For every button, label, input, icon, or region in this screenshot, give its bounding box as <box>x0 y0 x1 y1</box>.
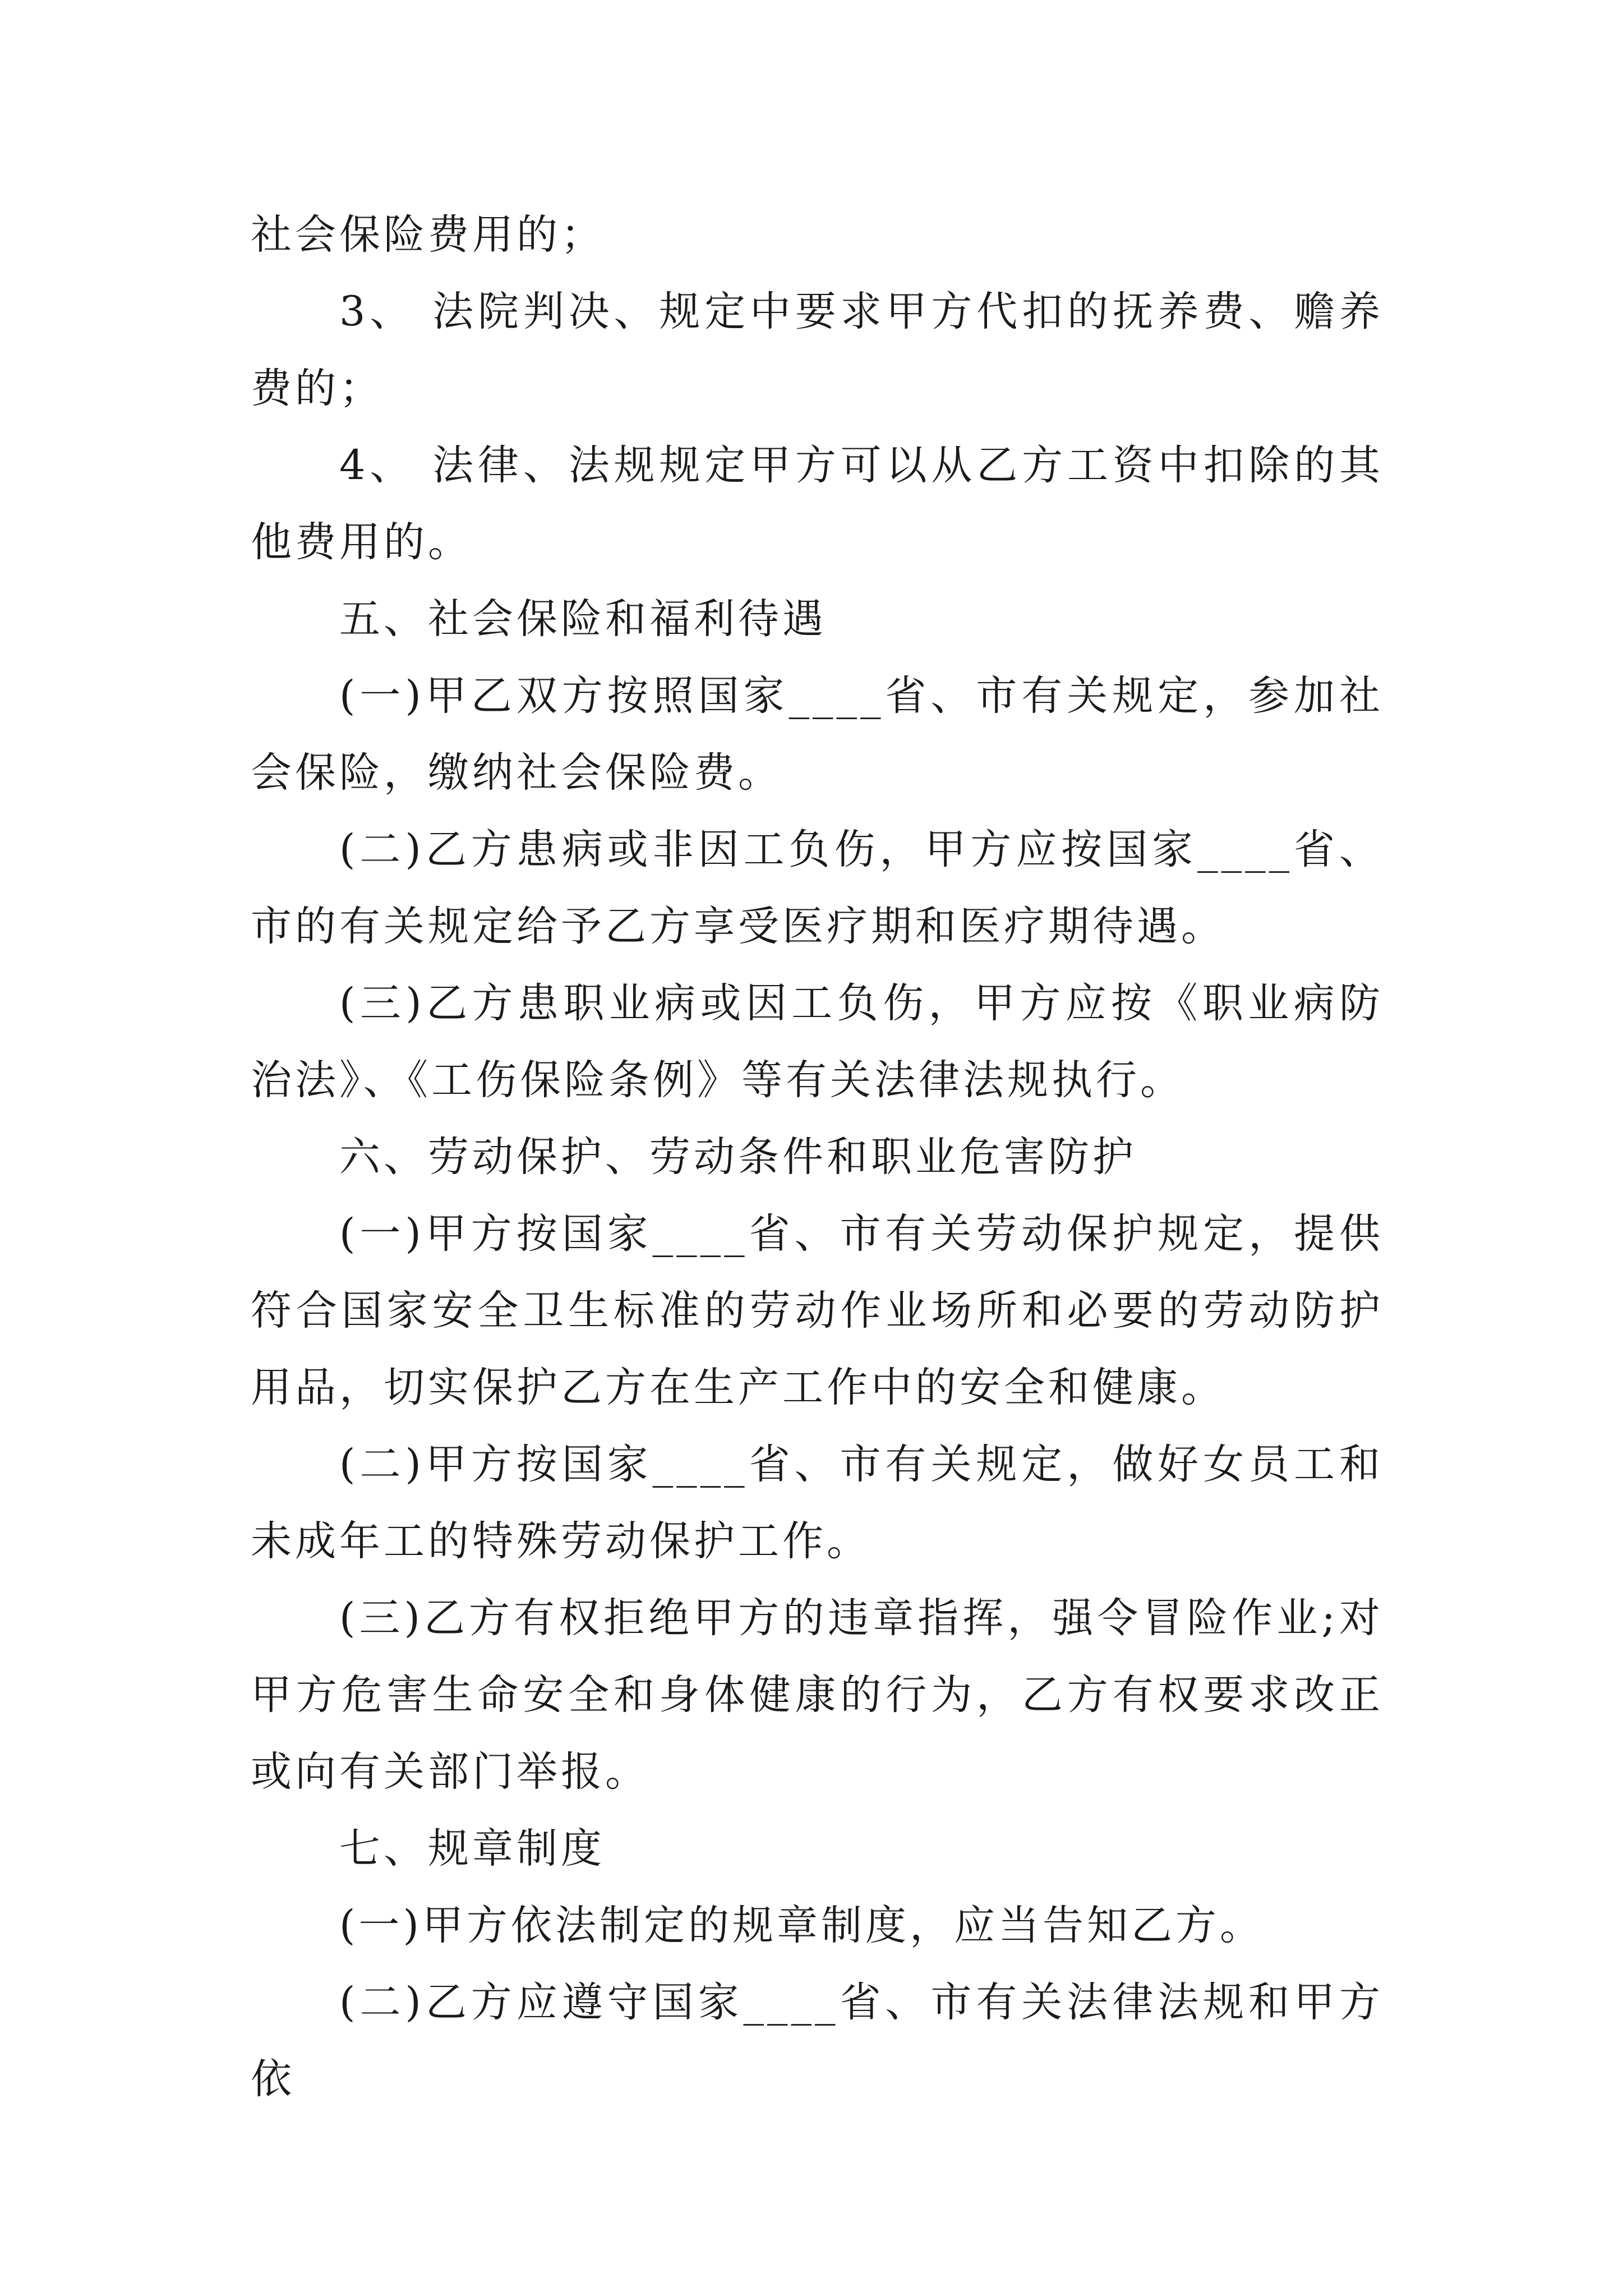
paragraph: (三)乙方有权拒绝甲方的违章指挥，强令冒险作业;对甲方危害生命安全和身体健康的行为，乙方有权要求改正或向有关部门举报。 <box>251 1594 1384 1796</box>
paragraph: (二)乙方患病或非因工负伤，甲方应按国家____省、市的有关规定给予乙方享受医疗期和医疗期待遇。 <box>251 826 1384 950</box>
section-heading: 五、社会保险和福利待遇 <box>339 595 827 643</box>
paragraph: 社会保险费用的； <box>251 211 605 259</box>
paragraph: (一)甲方按国家____省、市有关劳动保护规定，提供符合国家安全卫生标准的劳动作业场所和必要的劳动防护用品，切实保护乙方在生产工作中的安全和健康。 <box>251 1210 1384 1411</box>
section-heading: 七、规章制度 <box>339 1825 605 1872</box>
paragraph: (一)甲方依法制定的规章制度，应当告知乙方。 <box>339 1902 1264 1949</box>
section-heading: 六、劳动保护、劳动条件和职业危害防护 <box>339 1133 1137 1181</box>
paragraph: 3、 法院判决、规定中要求甲方代扣的抚养费、赡养费的； <box>251 288 1384 412</box>
paragraph: (二)甲方按国家____省、市有关规定，做好女员工和未成年工的特殊劳动保护工作。 <box>251 1441 1384 1565</box>
paragraph: (三)乙方患职业病或因工负伤，甲方应按《职业病防治法》、《工伤保险条例》等有关法律法规执行。 <box>251 979 1384 1104</box>
paragraph: (二)乙方应遵守国家____省、市有关法律法规和甲方依 <box>251 1978 1384 2103</box>
paragraph: 4、 法律、法规规定甲方可以从乙方工资中扣除的其他费用的。 <box>251 441 1384 566</box>
paragraph: (一)甲乙双方按照国家____省、市有关规定，参加社会保险，缴纳社会保险费。 <box>251 672 1384 797</box>
document-body <box>251 196 1384 2118</box>
